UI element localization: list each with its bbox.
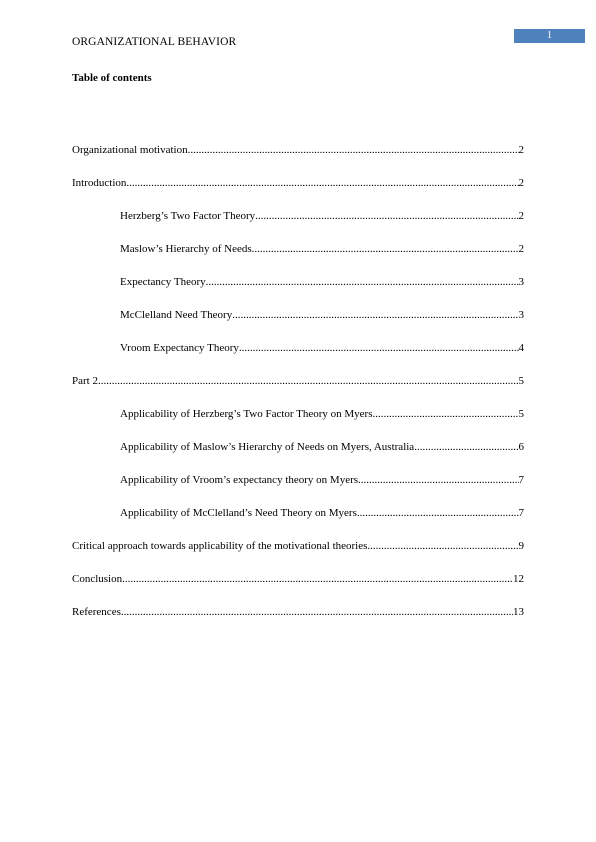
toc-entry-page: 7 [518,474,524,486]
toc-entry[interactable] [72,274,524,307]
toc-entry[interactable] [72,340,524,373]
toc-entry[interactable] [72,175,524,208]
toc-entry-page: 13 [513,606,524,618]
toc-entry[interactable] [72,571,524,604]
running-header: ORGANIZATIONAL BEHAVIOR [72,36,237,48]
toc-title: Table of contents [72,72,152,84]
toc-leader [367,538,518,554]
toc-entry-label: Applicability of Herzberg’s Two Factor Theory on Myers [120,408,373,420]
toc-entry[interactable] [72,604,524,637]
toc-entry-page: 12 [513,573,524,585]
toc-leader [188,142,519,158]
toc-leader [122,571,513,587]
toc-entry-page: 9 [518,540,524,552]
toc-entry[interactable] [72,307,524,340]
toc-entry-page: 2 [518,144,524,156]
toc-leader [126,175,518,191]
toc-entry-page: 2 [518,177,524,189]
toc-entry-label: References [72,606,121,618]
toc-entry-page: 6 [518,441,524,453]
toc-entry-page: 4 [518,342,524,354]
toc-entry-page: 2 [518,243,524,255]
toc-entry[interactable] [72,472,524,505]
toc-leader [372,406,518,422]
toc-entry-label: Expectancy Theory [120,276,206,288]
toc-entry[interactable] [72,538,524,571]
toc-entry-label: Conclusion [72,573,123,585]
toc-leader [121,604,513,620]
toc-entry-page: 5 [518,408,524,420]
toc-entry[interactable] [72,439,524,472]
toc-entry[interactable] [72,373,524,406]
toc-entry-label: Applicability of Vroom’s expectancy theory on Myers [120,474,359,486]
toc-entry-label: McClelland Need Theory [120,309,233,321]
toc-entry[interactable] [72,208,524,241]
toc-entry[interactable] [72,241,524,274]
toc-entry-label: Maslow’s Hierarchy of Needs [120,243,252,255]
toc-entry[interactable] [72,142,524,175]
toc-entry-label: Applicability of McClelland’s Need Theory on Myers [120,507,357,519]
toc-leader [98,373,519,389]
toc-entry-label: Applicability of Maslow’s Hierarchy of Needs on Myers, Australia [120,441,415,453]
toc-leader [255,208,518,224]
toc-entry-page: 2 [518,210,524,222]
toc-entry-label: Organizational motivation [72,144,188,156]
toc-leader [357,505,519,521]
toc-leader [358,472,518,488]
toc-leader [206,274,519,290]
toc-entry-label: Introduction [72,177,127,189]
toc-leader [414,439,518,455]
toc-entry[interactable] [72,406,524,439]
toc-leader [232,307,518,323]
toc-entry-label: Part 2 [72,375,98,387]
toc-entry-label: Critical approach towards applicability of the motivational theories [72,540,368,552]
toc-entry-page: 5 [518,375,524,387]
toc-entry-page: 3 [518,309,524,321]
toc-entry-label: Vroom Expectancy Theory [120,342,239,354]
toc-leader [252,241,519,257]
toc-entry-label: Herzberg’s Two Factor Theory [120,210,256,222]
toc-entry[interactable] [72,505,524,538]
toc-entry-page: 3 [518,276,524,288]
table-of-contents [72,142,524,637]
page-number-badge [514,29,585,43]
toc-entry-page: 7 [518,507,524,519]
toc-leader [239,340,519,356]
page-number: 1 [547,30,552,41]
